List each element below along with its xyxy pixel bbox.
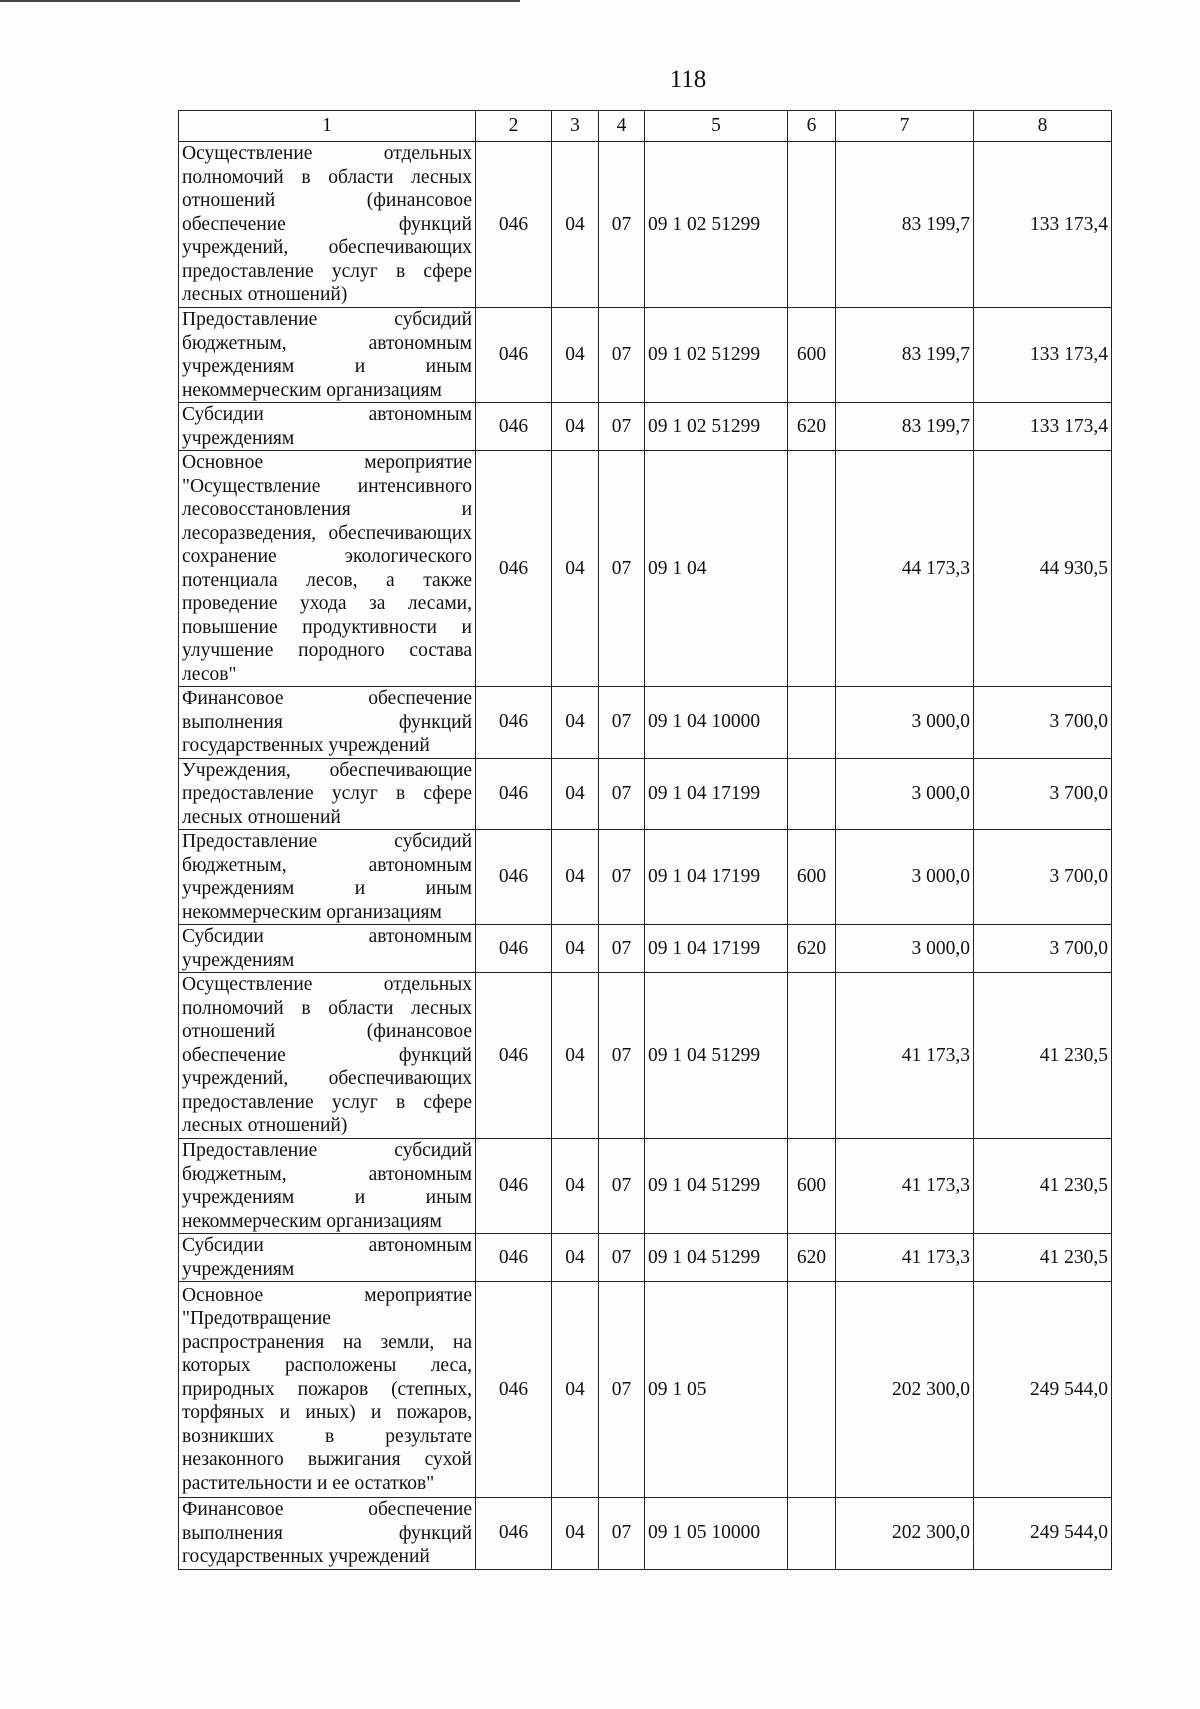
amount-year1-cell: 3 000,0 — [836, 758, 974, 830]
section-cell: 04 — [552, 308, 599, 403]
code-cell: 046 — [476, 403, 552, 451]
expense-type-cell: 600 — [788, 830, 836, 925]
amount-year2-cell: 41 230,5 — [974, 1139, 1112, 1234]
amount-year2-cell: 3 700,0 — [974, 758, 1112, 830]
row-name-cell: Субсидии автономным учреждениям — [179, 925, 476, 973]
page-number: 118 — [669, 66, 707, 93]
code-cell: 046 — [476, 1282, 552, 1498]
table-row — [179, 830, 1112, 925]
amount-year1-cell: 83 199,7 — [836, 308, 974, 403]
table-row — [179, 1282, 1112, 1498]
amount-year2-cell: 3 700,0 — [974, 830, 1112, 925]
table-row — [179, 1234, 1112, 1282]
row-name-cell: Предоставление субсидий бюджетным, автономным учреждениям и иным некоммерческим организациям — [179, 1139, 476, 1234]
amount-year1-cell: 3 000,0 — [836, 830, 974, 925]
row-name-cell: Предоставление субсидий бюджетным, автономным учреждениям и иным некоммерческим организациям — [179, 308, 476, 403]
row-name-cell: Субсидии автономным учреждениям — [179, 403, 476, 451]
target-article-cell: 09 1 02 51299 — [645, 308, 788, 403]
amount-year1-cell: 3 000,0 — [836, 925, 974, 973]
subsection-cell: 07 — [599, 1139, 645, 1234]
amount-year1-cell: 41 173,3 — [836, 973, 974, 1139]
subsection-cell: 07 — [599, 403, 645, 451]
header-cell-5: 5 — [645, 111, 788, 142]
row-name-cell: Финансовое обеспечение выполнения функций государственных учреждений — [179, 687, 476, 759]
expense-type-cell — [788, 142, 836, 308]
code-cell: 046 — [476, 973, 552, 1139]
section-cell: 04 — [552, 1498, 599, 1570]
amount-year1-cell: 83 199,7 — [836, 403, 974, 451]
code-cell: 046 — [476, 1498, 552, 1570]
budget-table — [178, 110, 1112, 1570]
table-row — [179, 1139, 1112, 1234]
amount-year1-cell: 41 173,3 — [836, 1234, 974, 1282]
expense-type-cell: 620 — [788, 925, 836, 973]
table-row — [179, 973, 1112, 1139]
subsection-cell: 07 — [599, 308, 645, 403]
target-article-cell: 09 1 04 51299 — [645, 973, 788, 1139]
code-cell: 046 — [476, 451, 552, 687]
table-body — [179, 142, 1112, 1570]
header-cell-7: 7 — [836, 111, 974, 142]
target-article-cell: 09 1 05 — [645, 1282, 788, 1498]
table-row — [179, 1498, 1112, 1570]
section-cell: 04 — [552, 758, 599, 830]
expense-type-cell: 600 — [788, 1139, 836, 1234]
code-cell: 046 — [476, 758, 552, 830]
amount-year2-cell: 133 173,4 — [974, 403, 1112, 451]
subsection-cell: 07 — [599, 1282, 645, 1498]
row-name-cell: Финансовое обеспечение выполнения функций государственных учреждений — [179, 1498, 476, 1570]
expense-type-cell: 620 — [788, 1234, 836, 1282]
target-article-cell: 09 1 04 51299 — [645, 1234, 788, 1282]
expense-type-cell — [788, 1498, 836, 1570]
amount-year2-cell: 133 173,4 — [974, 142, 1112, 308]
section-cell: 04 — [552, 403, 599, 451]
row-name-cell: Предоставление субсидий бюджетным, автономным учреждениям и иным некоммерческим организациям — [179, 830, 476, 925]
subsection-cell: 07 — [599, 1498, 645, 1570]
section-cell: 04 — [552, 687, 599, 759]
row-name-cell: Основное мероприятие "Осуществление интенсивного лесовосстановления и лесоразведения, обеспечивающих сохранение экологического потенциала лесов, а также проведение ухода за лесами, повышение продуктивности и улучшение породного состава лесов" — [179, 451, 476, 687]
row-name-cell: Субсидии автономным учреждениям — [179, 1234, 476, 1282]
subsection-cell: 07 — [599, 925, 645, 973]
table-row — [179, 687, 1112, 759]
table-row — [179, 925, 1112, 973]
code-cell: 046 — [476, 1139, 552, 1234]
amount-year1-cell: 83 199,7 — [836, 142, 974, 308]
table-row — [179, 403, 1112, 451]
top-rule — [0, 0, 520, 2]
target-article-cell: 09 1 04 10000 — [645, 687, 788, 759]
header-cell-4: 4 — [599, 111, 645, 142]
target-article-cell: 09 1 04 17199 — [645, 925, 788, 973]
section-cell: 04 — [552, 1139, 599, 1234]
amount-year1-cell: 202 300,0 — [836, 1282, 974, 1498]
target-article-cell: 09 1 02 51299 — [645, 142, 788, 308]
subsection-cell: 07 — [599, 830, 645, 925]
subsection-cell: 07 — [599, 973, 645, 1139]
header-cell-8: 8 — [974, 111, 1112, 142]
table-row — [179, 142, 1112, 308]
amount-year2-cell: 3 700,0 — [974, 687, 1112, 759]
amount-year1-cell: 202 300,0 — [836, 1498, 974, 1570]
target-article-cell: 09 1 04 17199 — [645, 830, 788, 925]
subsection-cell: 07 — [599, 758, 645, 830]
row-name-cell: Учреждения, обеспечивающие предоставление услуг в сфере лесных отношений — [179, 758, 476, 830]
target-article-cell: 09 1 02 51299 — [645, 403, 788, 451]
amount-year2-cell: 249 544,0 — [974, 1498, 1112, 1570]
header-row — [179, 111, 1112, 142]
amount-year1-cell: 41 173,3 — [836, 1139, 974, 1234]
amount-year2-cell: 41 230,5 — [974, 1234, 1112, 1282]
section-cell: 04 — [552, 451, 599, 687]
code-cell: 046 — [476, 687, 552, 759]
expense-type-cell — [788, 758, 836, 830]
amount-year2-cell: 3 700,0 — [974, 925, 1112, 973]
header-cell-1: 1 — [179, 111, 476, 142]
section-cell: 04 — [552, 1282, 599, 1498]
table-row — [179, 308, 1112, 403]
section-cell: 04 — [552, 925, 599, 973]
subsection-cell: 07 — [599, 1234, 645, 1282]
row-name-cell: Основное мероприятие "Предотвращение распространения на земли, на которых расположены леса, природных пожаров (степных, торфяных и иных) и пожаров, возникших в результате незаконного выжигания сухой растительности и ее остатков" — [179, 1282, 476, 1498]
code-cell: 046 — [476, 925, 552, 973]
expense-type-cell — [788, 687, 836, 759]
row-name-cell: Осуществление отдельных полномочий в области лесных отношений (финансовое обеспечение функций учреждений, обеспечивающих предоставление услуг в сфере лесных отношений) — [179, 973, 476, 1139]
amount-year2-cell: 133 173,4 — [974, 308, 1112, 403]
amount-year2-cell: 44 930,5 — [974, 451, 1112, 687]
table-row — [179, 758, 1112, 830]
subsection-cell: 07 — [599, 687, 645, 759]
subsection-cell: 07 — [599, 142, 645, 308]
subsection-cell: 07 — [599, 451, 645, 687]
expense-type-cell — [788, 451, 836, 687]
table-row — [179, 451, 1112, 687]
amount-year1-cell: 3 000,0 — [836, 687, 974, 759]
code-cell: 046 — [476, 1234, 552, 1282]
section-cell: 04 — [552, 973, 599, 1139]
amount-year2-cell: 41 230,5 — [974, 973, 1112, 1139]
amount-year1-cell: 44 173,3 — [836, 451, 974, 687]
code-cell: 046 — [476, 830, 552, 925]
code-cell: 046 — [476, 308, 552, 403]
section-cell: 04 — [552, 1234, 599, 1282]
expense-type-cell — [788, 1282, 836, 1498]
section-cell: 04 — [552, 830, 599, 925]
code-cell: 046 — [476, 142, 552, 308]
expense-type-cell — [788, 973, 836, 1139]
expense-type-cell: 600 — [788, 308, 836, 403]
target-article-cell: 09 1 04 51299 — [645, 1139, 788, 1234]
header-cell-3: 3 — [552, 111, 599, 142]
amount-year2-cell: 249 544,0 — [974, 1282, 1112, 1498]
target-article-cell: 09 1 04 — [645, 451, 788, 687]
expense-type-cell: 620 — [788, 403, 836, 451]
header-cell-6: 6 — [788, 111, 836, 142]
row-name-cell: Осуществление отдельных полномочий в области лесных отношений (финансовое обеспечение функций учреждений, обеспечивающих предоставление услуг в сфере лесных отношений) — [179, 142, 476, 308]
header-cell-2: 2 — [476, 111, 552, 142]
section-cell: 04 — [552, 142, 599, 308]
target-article-cell: 09 1 05 10000 — [645, 1498, 788, 1570]
target-article-cell: 09 1 04 17199 — [645, 758, 788, 830]
